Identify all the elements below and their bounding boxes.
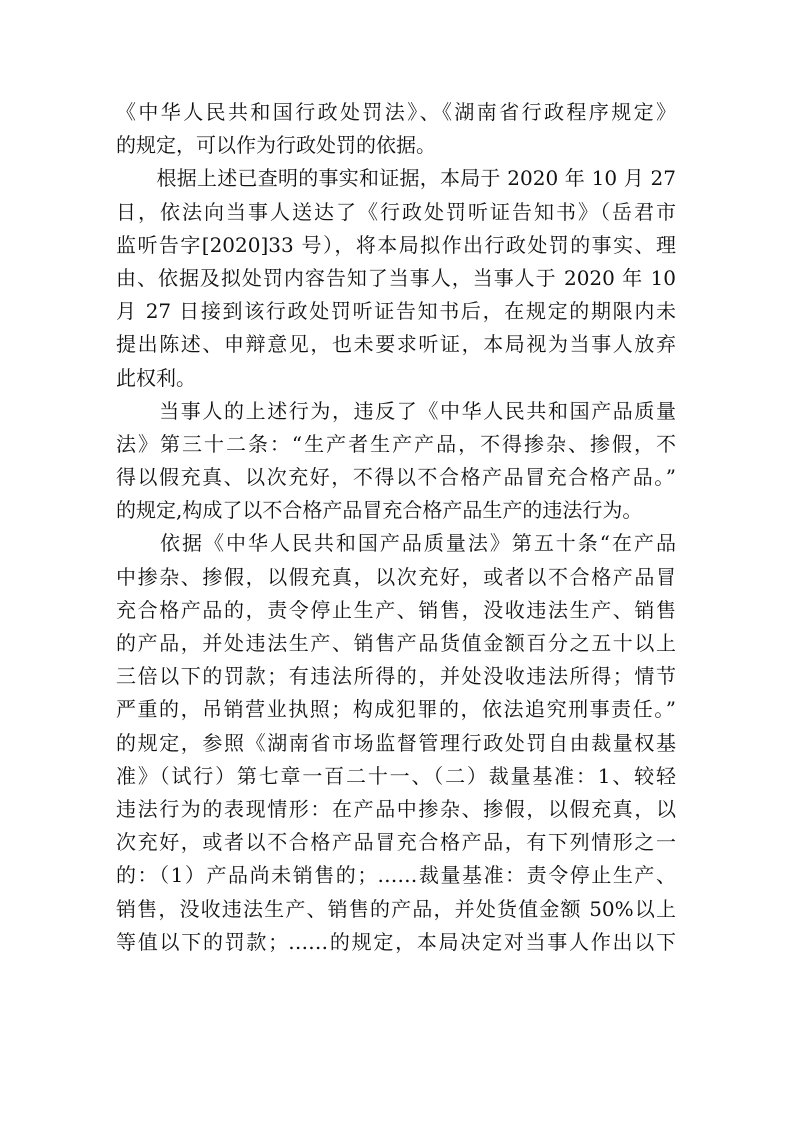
text-line: 准》（试行）第七章一百二十一、（二）裁量基准：1、较轻	[116, 763, 676, 788]
text-line: 依据《中华人民共和国产品质量法》第五十条“在产品	[116, 531, 676, 556]
text-line: 充合格产品的，责令停止生产、销售，没收违法生产、销售	[116, 597, 676, 622]
text-line: 的：（1）产品尚未销售的；……裁量基准：责令停止生产、	[116, 863, 676, 888]
text-line: 严重的，吊销营业执照；构成犯罪的，依法追究刑事责任。”	[116, 697, 676, 722]
text-line: 监听告字[2020]33 号），将本局拟作出行政处罚的事实、理	[116, 232, 676, 257]
text-line: 根据上述已查明的事实和证据，本局于 2020 年 10 月 27	[116, 166, 676, 191]
text-line: 得以假充真、以次充好，不得以不合格产品冒充合格产品。”	[116, 465, 676, 490]
text-line: 次充好，或者以不合格产品冒充合格产品，有下列情形之一	[116, 830, 676, 855]
text-line: 中掺杂、掺假，以假充真，以次充好，或者以不合格产品冒	[116, 564, 676, 589]
text-line: 等值以下的罚款；……的规定，本局决定对当事人作出以下	[116, 929, 676, 954]
text-line: 的规定，可以作为行政处罚的依据。	[116, 133, 436, 158]
text-line: 的规定，参照《湖南省市场监督管理行政处罚自由裁量权基	[116, 730, 676, 755]
text-line: 的产品，并处违法生产、销售产品货值金额百分之五十以上	[116, 631, 676, 655]
text-line: 月 27 日接到该行政处罚听证告知书后，在规定的期限内未	[116, 299, 676, 324]
text-line: 违法行为的表现情形：在产品中掺杂、掺假，以假充真，以	[116, 796, 676, 821]
text-line: 此权利。	[116, 365, 196, 390]
text-line: 《中华人民共和国行政处罚法》、《湖南省行政程序规定》	[116, 100, 676, 124]
text-line: 当事人的上述行为，违反了《中华人民共和国产品质量	[116, 398, 676, 423]
text-line: 提出陈述、申辩意见，也未要求听证，本局视为当事人放弃	[116, 332, 676, 357]
text-line: 日，依法向当事人送达了《行政处罚听证告知书》（岳君市	[116, 199, 676, 224]
document-body	[116, 96, 676, 959]
text-line: 由、依据及拟处罚内容告知了当事人，当事人于 2020 年 10	[116, 265, 676, 290]
text-line: 法》第三十二条：“生产者生产产品，不得掺杂、掺假，不	[116, 431, 676, 456]
text-line: 三倍以下的罚款；有违法所得的，并处没收违法所得；情节	[116, 664, 676, 689]
text-line: 的规定,构成了以不合格产品冒充合格产品生产的违法行为。	[116, 498, 643, 523]
text-line: 销售，没收违法生产、销售的产品，并处货值金额 50%以上	[116, 896, 676, 921]
